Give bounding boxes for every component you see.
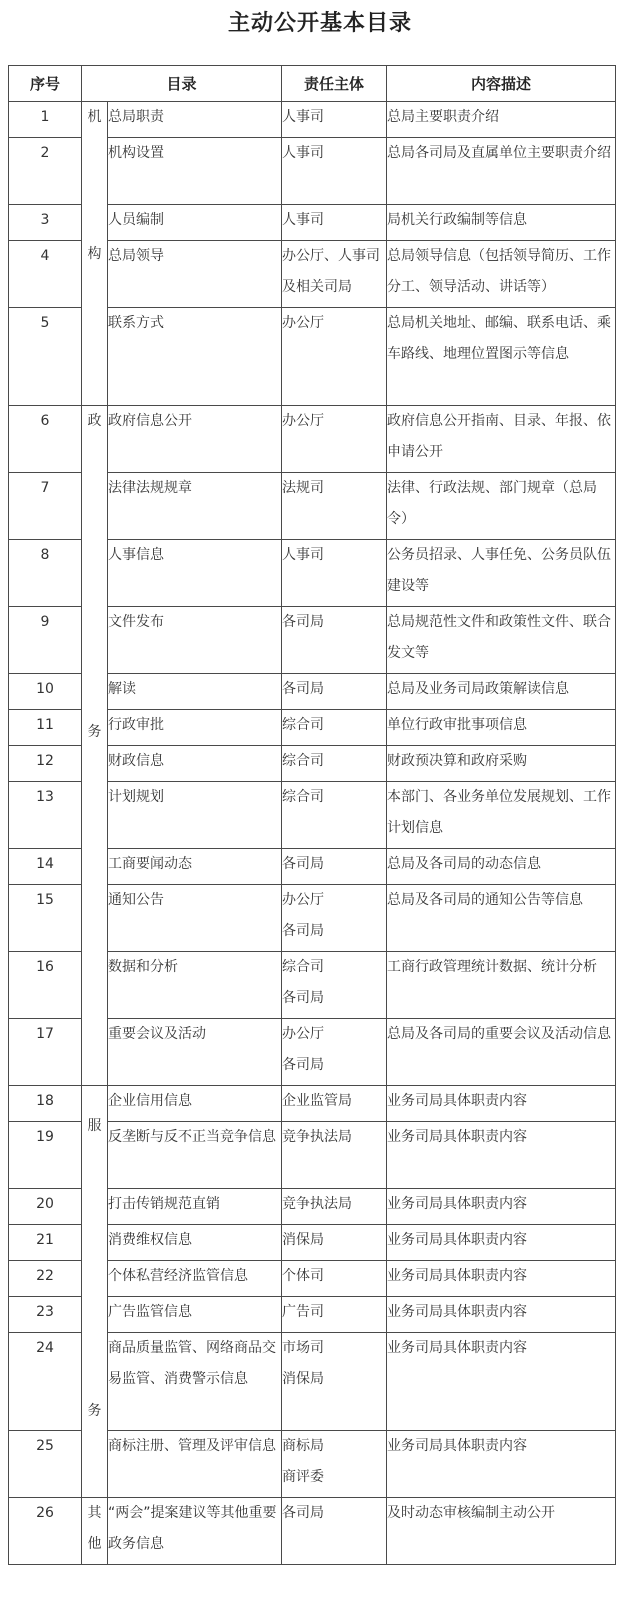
- row-index: 7: [9, 473, 82, 540]
- category-jigou: [82, 102, 108, 406]
- row-owner: 个体司: [282, 1261, 387, 1297]
- row-index: 19: [9, 1122, 82, 1189]
- row-index: 22: [9, 1261, 82, 1297]
- row-description: 总局及业务司局政策解读信息: [387, 674, 616, 710]
- row-description: 政府信息公开指南、目录、年报、依申请公开: [387, 406, 616, 473]
- row-owner: 竞争执法局: [282, 1122, 387, 1189]
- table-row: [9, 1086, 616, 1122]
- row-index: 15: [9, 885, 82, 952]
- row-owner: 企业监管局: [282, 1086, 387, 1122]
- row-description: 及时动态审核编制主动公开: [387, 1498, 616, 1565]
- row-owner: [282, 885, 387, 952]
- row-description: 业务司局具体职责内容: [387, 1261, 616, 1297]
- row-catalog: 商标注册、管理及评审信息: [108, 1431, 282, 1498]
- row-catalog: 解读: [108, 674, 282, 710]
- row-description: 业务司局具体职责内容: [387, 1297, 616, 1333]
- owner-line: 各司局: [282, 1057, 325, 1073]
- owner-line: 商标局: [282, 1438, 325, 1454]
- row-description: 业务司局具体职责内容: [387, 1431, 616, 1498]
- row-catalog: 消费维权信息: [108, 1225, 282, 1261]
- row-owner: 人事司: [282, 540, 387, 607]
- row-catalog: 人员编制: [108, 205, 282, 241]
- row-description: 业务司局具体职责内容: [387, 1333, 616, 1431]
- row-owner: [282, 952, 387, 1019]
- row-owner: 各司局: [282, 1498, 387, 1565]
- row-index: 17: [9, 1019, 82, 1086]
- row-description: 总局领导信息（包括领导简历、工作分工、领导活动、讲话等）: [387, 241, 616, 308]
- row-index: 9: [9, 607, 82, 674]
- row-index: 20: [9, 1189, 82, 1225]
- row-catalog: 文件发布: [108, 607, 282, 674]
- row-description: 总局规范性文件和政策性文件、联合发文等: [387, 607, 616, 674]
- category-char: 服: [87, 1118, 102, 1134]
- row-index: 12: [9, 746, 82, 782]
- table-row: [9, 406, 616, 473]
- category-char: 务: [87, 724, 102, 740]
- row-description: 业务司局具体职责内容: [387, 1122, 616, 1189]
- row-description: 财政预决算和政府采购: [387, 746, 616, 782]
- owner-line: 消保局: [282, 1371, 325, 1387]
- row-owner: [282, 1019, 387, 1086]
- row-owner: 办公厅: [282, 406, 387, 473]
- row-owner: 办公厅: [282, 308, 387, 406]
- row-owner: 各司局: [282, 607, 387, 674]
- row-catalog: 企业信用信息: [108, 1086, 282, 1122]
- row-catalog: 商品质量监管、网络商品交易监管、消费警示信息: [108, 1333, 282, 1431]
- row-index: 10: [9, 674, 82, 710]
- owner-line: 各司局: [282, 923, 325, 939]
- category-char: 他: [87, 1536, 102, 1552]
- row-description: 局机关行政编制等信息: [387, 205, 616, 241]
- row-owner: 办公厅、人事司及相关司局: [282, 241, 387, 308]
- row-owner: 人事司: [282, 102, 387, 138]
- row-owner: [282, 1333, 387, 1431]
- row-index: 1: [9, 102, 82, 138]
- category-char: 机: [87, 109, 102, 125]
- row-catalog: 个体私营经济监管信息: [108, 1261, 282, 1297]
- row-owner: 综合司: [282, 782, 387, 849]
- header-description: 内容描述: [387, 66, 616, 102]
- row-catalog: 财政信息: [108, 746, 282, 782]
- row-owner: 各司局: [282, 849, 387, 885]
- row-description: 业务司局具体职责内容: [387, 1225, 616, 1261]
- row-description: 总局机关地址、邮编、联系电话、乘车路线、地理位置图示等信息: [387, 308, 616, 406]
- header-owner: 责任主体: [282, 66, 387, 102]
- row-owner: 综合司: [282, 746, 387, 782]
- row-catalog: “两会”提案建议等其他重要政务信息: [108, 1498, 282, 1565]
- row-catalog: 总局职责: [108, 102, 282, 138]
- header-catalog: 目录: [82, 66, 282, 102]
- row-owner: [282, 1431, 387, 1498]
- row-index: 24: [9, 1333, 82, 1431]
- row-owner: 法规司: [282, 473, 387, 540]
- row-description: 总局主要职责介绍: [387, 102, 616, 138]
- row-catalog: 数据和分析: [108, 952, 282, 1019]
- row-catalog: 人事信息: [108, 540, 282, 607]
- row-index: 26: [9, 1498, 82, 1565]
- owner-line: 各司局: [282, 990, 325, 1006]
- row-description: 单位行政审批事项信息: [387, 710, 616, 746]
- row-owner: 综合司: [282, 710, 387, 746]
- category-char: 其: [87, 1505, 102, 1521]
- row-catalog: 工商要闻动态: [108, 849, 282, 885]
- category-qita: [82, 1498, 108, 1565]
- row-catalog: 重要会议及活动: [108, 1019, 282, 1086]
- category-zhengwu: [82, 406, 108, 1086]
- owner-line: 市场司: [282, 1340, 325, 1356]
- row-owner: 人事司: [282, 138, 387, 205]
- category-char: 政: [87, 413, 102, 429]
- row-catalog: 政府信息公开: [108, 406, 282, 473]
- category-char: 务: [87, 1403, 102, 1419]
- row-index: 16: [9, 952, 82, 1019]
- row-owner: 广告司: [282, 1297, 387, 1333]
- row-index: 21: [9, 1225, 82, 1261]
- page-title: 主动公开基本目录: [227, 10, 412, 36]
- row-owner: 消保局: [282, 1225, 387, 1261]
- row-description: 总局及各司局的通知公告等信息: [387, 885, 616, 952]
- row-index: 8: [9, 540, 82, 607]
- row-owner: 各司局: [282, 674, 387, 710]
- row-description: 总局各司局及直属单位主要职责介绍: [387, 138, 616, 205]
- owner-line: 办公厅: [282, 1026, 325, 1042]
- category-char: 构: [87, 246, 102, 262]
- row-index: 18: [9, 1086, 82, 1122]
- row-description: 本部门、各业务单位发展规划、工作计划信息: [387, 782, 616, 849]
- row-catalog: 总局领导: [108, 241, 282, 308]
- row-index: 6: [9, 406, 82, 473]
- header-index: 序号: [9, 66, 82, 102]
- row-catalog: 打击传销规范直销: [108, 1189, 282, 1225]
- row-index: 23: [9, 1297, 82, 1333]
- row-index: 2: [9, 138, 82, 205]
- row-description: 公务员招录、人事任免、公务员队伍建设等: [387, 540, 616, 607]
- row-index: 4: [9, 241, 82, 308]
- row-catalog: 行政审批: [108, 710, 282, 746]
- row-owner: 竞争执法局: [282, 1189, 387, 1225]
- owner-line: 综合司: [282, 959, 325, 975]
- row-index: 25: [9, 1431, 82, 1498]
- row-catalog: 计划规划: [108, 782, 282, 849]
- row-index: 5: [9, 308, 82, 406]
- row-catalog: 通知公告: [108, 885, 282, 952]
- row-description: 业务司局具体职责内容: [387, 1189, 616, 1225]
- row-catalog: 广告监管信息: [108, 1297, 282, 1333]
- table-row: [9, 102, 616, 138]
- row-description: 业务司局具体职责内容: [387, 1086, 616, 1122]
- owner-line: 商评委: [282, 1469, 325, 1485]
- row-catalog: 机构设置: [108, 138, 282, 205]
- row-index: 13: [9, 782, 82, 849]
- row-index: 14: [9, 849, 82, 885]
- row-index: 11: [9, 710, 82, 746]
- row-description: 总局及各司局的动态信息: [387, 849, 616, 885]
- catalog-table: [8, 65, 616, 1565]
- row-catalog: 联系方式: [108, 308, 282, 406]
- category-fuwu: [82, 1086, 108, 1498]
- row-description: 工商行政管理统计数据、统计分析: [387, 952, 616, 1019]
- row-index: 3: [9, 205, 82, 241]
- row-description: 法律、行政法规、部门规章（总局令）: [387, 473, 616, 540]
- header-row: [9, 66, 616, 102]
- row-description: 总局及各司局的重要会议及活动信息: [387, 1019, 616, 1086]
- row-catalog: 反垄断与反不正当竞争信息: [108, 1122, 282, 1189]
- row-owner: 人事司: [282, 205, 387, 241]
- table-row: [9, 1498, 616, 1565]
- owner-line: 办公厅: [282, 892, 325, 908]
- row-catalog: 法律法规规章: [108, 473, 282, 540]
